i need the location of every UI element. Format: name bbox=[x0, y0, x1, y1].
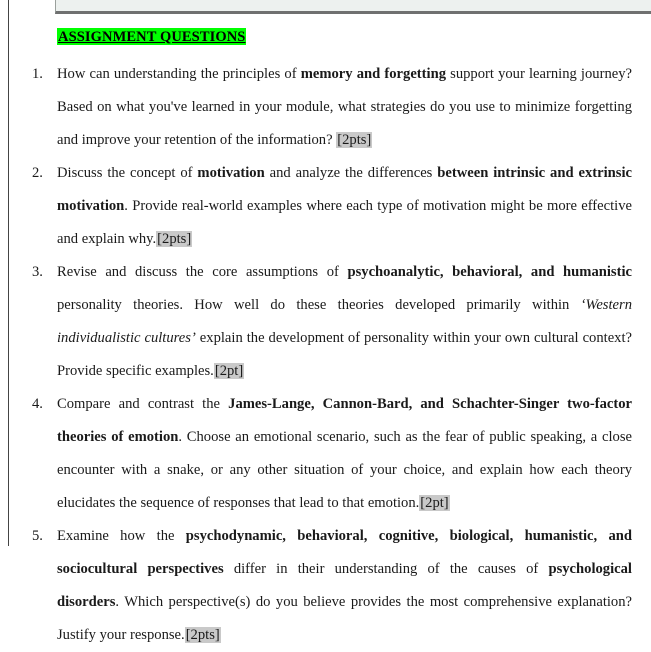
section-title-row bbox=[0, 28, 651, 46]
question-number: 2. bbox=[32, 165, 43, 181]
question-text-run: Examine how the bbox=[57, 528, 186, 544]
question-text-run: Revise and discuss the core assumptions of bbox=[57, 264, 348, 280]
question-number: 5. bbox=[32, 528, 43, 544]
question-text-bold: psychodynamic, behavioral, cognitive, biological, humanistic, and sociocultural perspectives bbox=[57, 528, 633, 577]
question-text-run: . Which perspective(s) do you believe provides the most comprehensive explanation? Justify your response. bbox=[57, 594, 632, 643]
document-body bbox=[0, 14, 651, 643]
question-number: 3. bbox=[32, 264, 43, 280]
points-badge: [2pt] bbox=[420, 495, 449, 511]
question-text-run: and analyze the differences bbox=[264, 165, 438, 181]
question-text bbox=[57, 396, 632, 511]
question-text bbox=[57, 528, 632, 643]
question-text bbox=[57, 165, 632, 247]
question-item bbox=[0, 256, 651, 388]
question-text-italic: ‘Western individualistic cultures’ bbox=[57, 297, 632, 346]
question-item bbox=[0, 520, 651, 652]
question-text-bold: memory and forgetting bbox=[300, 66, 446, 82]
points-badge: [2pts] bbox=[337, 132, 372, 148]
question-text bbox=[57, 66, 632, 148]
document-header-band bbox=[55, 0, 651, 14]
question-number: 4. bbox=[32, 396, 43, 412]
question-text bbox=[57, 264, 632, 379]
question-text-run: explain the development of personality within your own cultural context? Provide specific examples. bbox=[57, 330, 632, 379]
question-text-bold: motivation bbox=[197, 165, 265, 181]
question-item bbox=[0, 388, 651, 520]
question-text-bold: James-Lange, Cannon-Bard, and Schachter-Singer two-factor theories of emotion bbox=[57, 396, 632, 445]
question-text-run: differ in their understanding of the causes of bbox=[223, 561, 549, 577]
question-text-run: . Provide real-world examples where each type of motivation might be more effective and explain why. bbox=[57, 198, 632, 247]
question-text-run: . Choose an emotional scenario, such as the fear of public speaking, a close encounter with a snake, or any other situation of your choice, and explain how each theory elucidates the sequence of responses that lead to that emotion. bbox=[57, 429, 632, 511]
question-item bbox=[0, 58, 651, 157]
points-badge: [2pts] bbox=[185, 627, 220, 643]
question-text-bold: psychoanalytic, behavioral, and humanistic bbox=[347, 264, 632, 280]
question-text-run: How can understanding the principles of bbox=[57, 66, 301, 82]
question-text-run: support your learning journey? Based on what you've learned in your module, what strategies do you use to minimize forgetting and improve your retention of the information? bbox=[57, 66, 632, 148]
question-text-bold: between intrinsic and extrinsic motivation bbox=[57, 165, 632, 214]
points-badge: [2pt] bbox=[214, 363, 244, 379]
question-text-run: Discuss the concept of bbox=[57, 165, 198, 181]
question-text-bold: psychological disorders bbox=[57, 561, 632, 610]
question-item bbox=[0, 157, 651, 256]
question-list bbox=[0, 58, 651, 652]
question-number: 1. bbox=[32, 66, 43, 82]
points-badge: [2pts] bbox=[157, 231, 192, 247]
section-title: ASSIGNMENT QUESTIONS bbox=[58, 29, 246, 45]
question-text-run: personality theories. How well do these theories developed primarily within bbox=[57, 297, 581, 313]
question-text-run: Compare and contrast the bbox=[57, 396, 229, 412]
